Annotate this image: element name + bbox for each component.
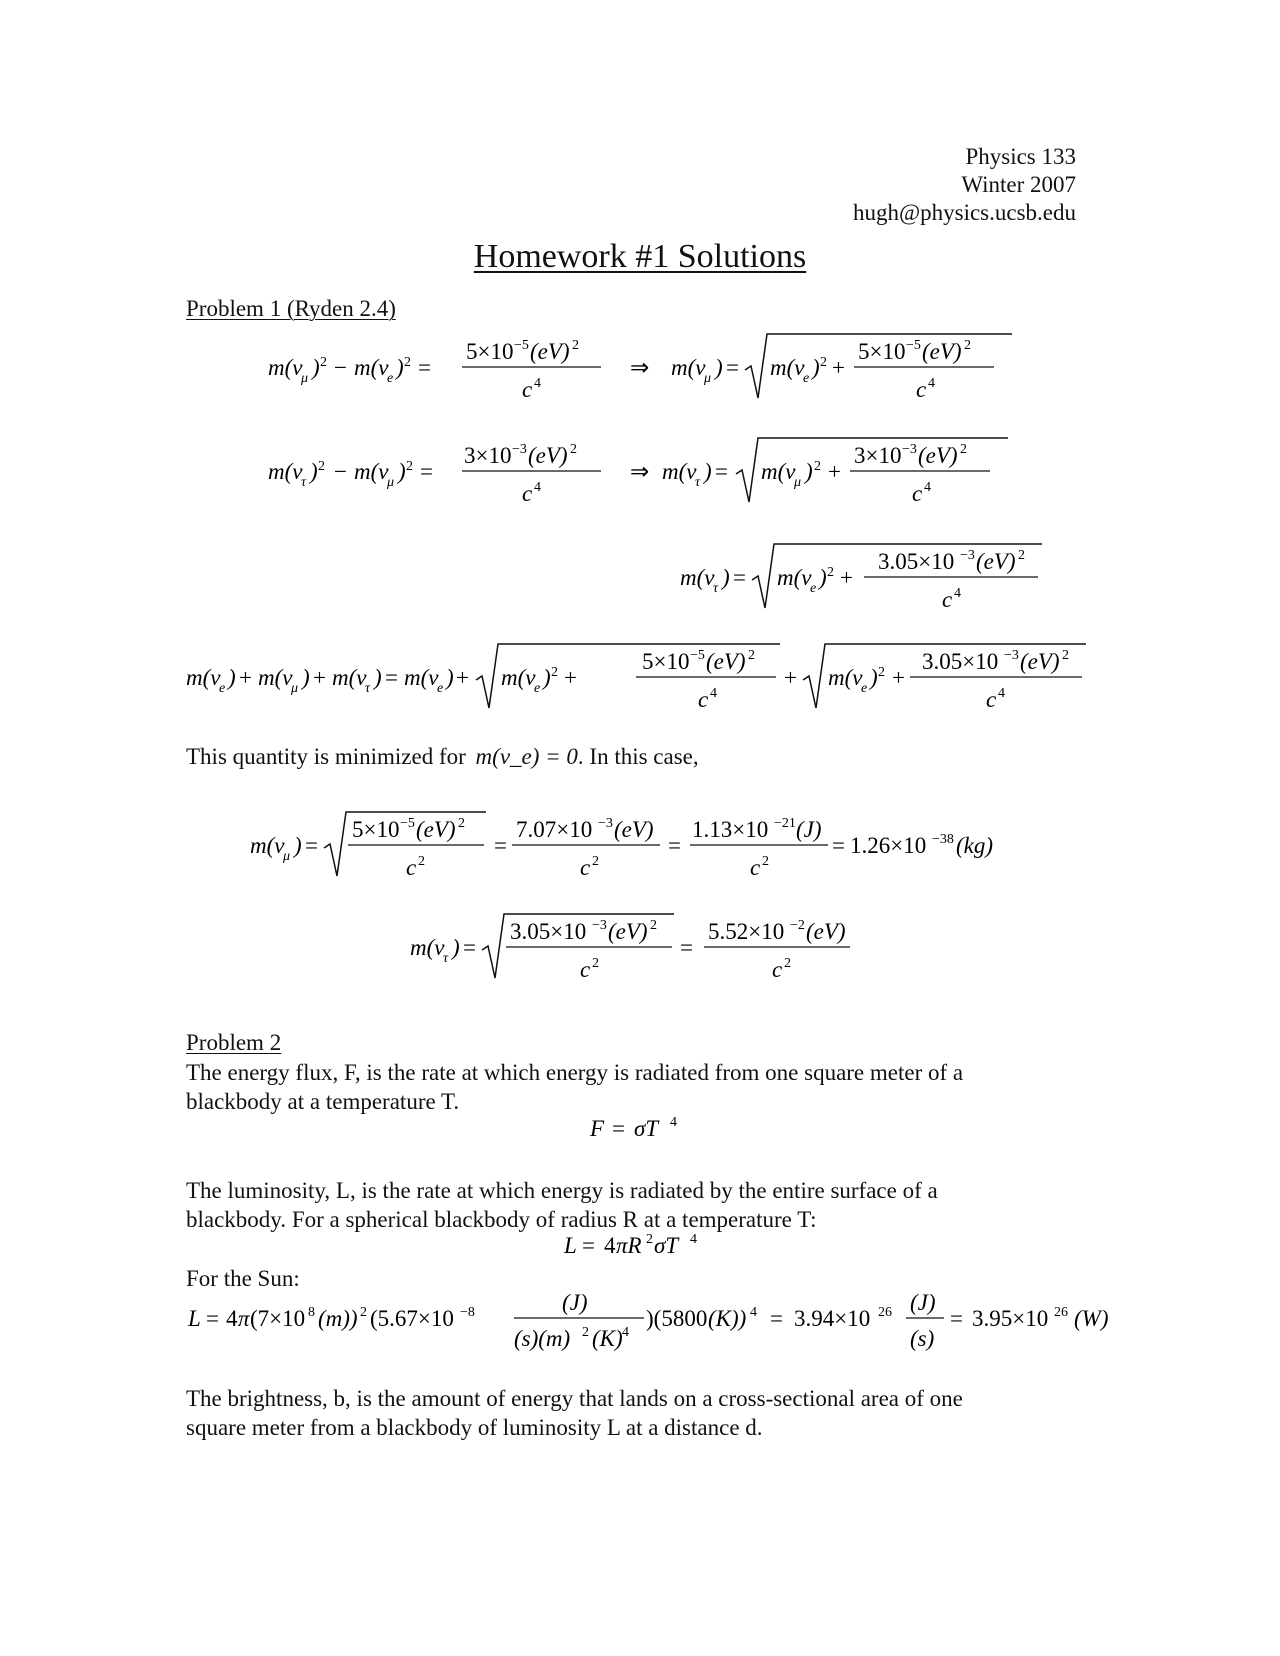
svg-text:): ) (704, 459, 712, 484)
svg-text:+: + (239, 665, 252, 690)
svg-text:=: = (305, 833, 318, 858)
svg-text:π: π (238, 1306, 250, 1331)
svg-text:2: 2 (784, 956, 791, 971)
svg-text:2: 2 (748, 648, 755, 663)
svg-text:4: 4 (604, 1233, 616, 1258)
svg-text:e: e (219, 681, 226, 696)
svg-text:+: + (456, 665, 469, 690)
problem-1-heading: Problem 1 (Ryden 2.4) (186, 296, 396, 321)
svg-text:c: c (406, 855, 417, 880)
svg-text:3.05×10: 3.05×10 (510, 919, 587, 944)
svg-text:−5: −5 (514, 338, 529, 353)
svg-text:F: F (590, 1116, 605, 1141)
brightness-paragraph-line-1: The brightness, b, is the amount of energy that lands on a cross-sectional area of one (186, 1386, 963, 1411)
svg-text:μ: μ (794, 475, 802, 490)
svg-text:(eV): (eV) (806, 919, 846, 944)
svg-text:c: c (912, 481, 923, 506)
svg-text:2: 2 (960, 442, 967, 457)
svg-text:=: = (680, 935, 693, 960)
equation-6 (410, 910, 870, 996)
svg-text:2: 2 (827, 565, 834, 580)
svg-text:m(ν: m(ν (671, 355, 706, 380)
brightness-paragraph-line-2: square meter from a blackbody of luminosity L at a distance d. (186, 1415, 763, 1440)
svg-text:2: 2 (360, 1305, 367, 1320)
svg-text:c: c (986, 687, 997, 712)
svg-text:): ) (543, 665, 551, 690)
equation-3-svg (680, 540, 1050, 620)
flux-paragraph-line-1: The energy flux, F, is the rate at which energy is radiated from one square meter of a (186, 1060, 964, 1085)
svg-text:−3: −3 (512, 442, 527, 457)
svg-text:4: 4 (928, 376, 935, 391)
svg-text:−3: −3 (902, 442, 917, 457)
svg-text:3.05×10: 3.05×10 (922, 649, 999, 674)
svg-text:e: e (810, 581, 817, 596)
svg-text:+: + (784, 665, 797, 690)
svg-text:(eV): (eV) (614, 817, 654, 842)
svg-text:μ: μ (704, 371, 712, 386)
svg-text:(eV): (eV) (608, 919, 648, 944)
svg-text:m(ν: m(ν (828, 665, 863, 690)
svg-text:e: e (803, 371, 810, 386)
sun-luminosity-equation (188, 1290, 1128, 1366)
svg-text:m(ν: m(ν (404, 665, 439, 690)
svg-text:τ: τ (713, 581, 719, 596)
luminosity-paragraph-line-1: The luminosity, L, is the rate at which energy is radiated by the entire surface of a (186, 1178, 938, 1203)
svg-text:=: = (582, 1233, 595, 1258)
svg-text:=: = (770, 1306, 783, 1331)
svg-text:L: L (564, 1233, 577, 1258)
svg-text:2: 2 (820, 355, 827, 370)
svg-text:−38: −38 (932, 832, 954, 847)
svg-text:2: 2 (572, 338, 579, 353)
flux-paragraph (186, 1058, 963, 1116)
svg-text:c: c (942, 587, 953, 612)
svg-text:): ) (870, 665, 878, 690)
svg-text:e: e (437, 681, 444, 696)
svg-text:2: 2 (762, 854, 769, 869)
svg-text:(J): (J) (910, 1290, 936, 1315)
svg-text:=: = (463, 935, 476, 960)
luminosity-paragraph (186, 1176, 938, 1234)
svg-text:2: 2 (1062, 648, 1069, 663)
svg-text:σT: σT (634, 1116, 659, 1141)
svg-text:m(ν: m(ν (777, 565, 812, 590)
svg-text:τ: τ (443, 951, 449, 966)
svg-text:−: − (334, 459, 347, 484)
svg-text:): ) (294, 833, 302, 858)
svg-text:(kg): (kg) (956, 833, 994, 858)
svg-text:−2: −2 (790, 918, 805, 933)
svg-text:c: c (580, 957, 591, 982)
svg-text:=: = (715, 459, 728, 484)
svg-text:m(ν: m(ν (761, 459, 796, 484)
svg-text:26: 26 (878, 1305, 892, 1320)
svg-text:+: + (564, 665, 577, 690)
svg-text:26: 26 (1054, 1305, 1068, 1320)
svg-text:=: = (420, 459, 433, 484)
svg-text:(W): (W) (1074, 1306, 1109, 1331)
equation-4-svg (186, 640, 1086, 720)
svg-text:2: 2 (878, 665, 885, 680)
equation-1 (268, 330, 1008, 416)
svg-text:⇒: ⇒ (630, 355, 650, 380)
svg-text:(eV): (eV) (416, 817, 456, 842)
svg-text:): ) (302, 665, 310, 690)
svg-text:): ) (310, 459, 318, 484)
equation-3 (680, 540, 1050, 626)
svg-text:2: 2 (318, 459, 325, 474)
svg-text:(K): (K) (592, 1326, 623, 1351)
svg-text:e: e (534, 681, 541, 696)
svg-text:5×10: 5×10 (858, 339, 906, 364)
svg-text:−5: −5 (906, 338, 921, 353)
svg-text:m(ν: m(ν (410, 935, 445, 960)
minimization-text (186, 742, 699, 771)
svg-text:): ) (398, 459, 406, 484)
svg-text:): ) (722, 565, 730, 590)
svg-text:2: 2 (592, 854, 599, 869)
svg-text:1.13×10: 1.13×10 (692, 817, 769, 842)
svg-text:m(ν: m(ν (186, 665, 221, 690)
svg-text:3.94×10: 3.94×10 (794, 1306, 871, 1331)
svg-text:e: e (387, 371, 394, 386)
svg-text:): ) (374, 665, 382, 690)
svg-text:1.26×10: 1.26×10 (850, 833, 927, 858)
svg-text:3×10: 3×10 (854, 443, 902, 468)
svg-text:=: = (668, 833, 681, 858)
svg-text:2: 2 (964, 338, 971, 353)
svg-text:4: 4 (710, 686, 717, 701)
svg-text:4: 4 (954, 586, 961, 601)
svg-text:2: 2 (582, 1325, 589, 1340)
email: hugh@physics.ucsb.edu (852, 200, 1076, 225)
svg-text:)(5800: )(5800 (646, 1306, 708, 1331)
svg-text:m(ν: m(ν (501, 665, 536, 690)
svg-text:): ) (715, 355, 723, 380)
svg-text:=: = (418, 355, 431, 380)
svg-text:2: 2 (814, 459, 821, 474)
svg-text:3×10: 3×10 (464, 443, 512, 468)
svg-text:c: c (522, 377, 533, 402)
svg-text:c: c (750, 855, 761, 880)
svg-text:m(ν: m(ν (662, 459, 697, 484)
svg-text:−3: −3 (592, 918, 607, 933)
svg-text:(s)(m): (s)(m) (514, 1326, 571, 1351)
svg-text:4: 4 (690, 1232, 697, 1247)
svg-text:(K)): (K)) (708, 1306, 747, 1331)
equation-4 (186, 640, 1086, 726)
svg-text:2: 2 (406, 459, 413, 474)
equation-1-svg (268, 330, 1008, 410)
svg-text:=: = (726, 355, 739, 380)
svg-text:τ: τ (695, 475, 701, 490)
svg-text:(eV): (eV) (530, 339, 570, 364)
svg-text:): ) (312, 355, 320, 380)
equation-2 (268, 434, 1008, 520)
equation-5 (250, 808, 1030, 894)
svg-text:(eV): (eV) (976, 549, 1016, 574)
svg-text:m(ν: m(ν (332, 665, 367, 690)
svg-text:4: 4 (750, 1305, 757, 1320)
svg-text:σT: σT (654, 1233, 679, 1258)
svg-text:=: = (385, 665, 398, 690)
svg-text:(eV): (eV) (706, 649, 746, 674)
svg-text:μ: μ (301, 371, 309, 386)
svg-text:c: c (698, 687, 709, 712)
svg-text:2: 2 (650, 918, 657, 933)
svg-text:m(ν: m(ν (268, 459, 303, 484)
course-name: Physics 133 (965, 144, 1076, 169)
svg-text:(eV): (eV) (922, 339, 962, 364)
svg-text:−8: −8 (460, 1305, 475, 1320)
svg-text:m(ν: m(ν (268, 355, 303, 380)
svg-text:−3: −3 (598, 816, 613, 831)
svg-text:(eV): (eV) (528, 443, 568, 468)
svg-text:2: 2 (592, 956, 599, 971)
svg-text:+: + (840, 565, 853, 590)
svg-text:4: 4 (998, 686, 1005, 701)
svg-text:2: 2 (646, 1232, 653, 1247)
svg-text:(J): (J) (562, 1290, 588, 1315)
flux-paragraph-line-2: blackbody at a temperature T. (186, 1089, 460, 1114)
svg-text:3.05×10: 3.05×10 (878, 549, 955, 574)
svg-text:(eV): (eV) (918, 443, 958, 468)
svg-text:2: 2 (570, 442, 577, 457)
svg-text:+: + (832, 355, 845, 380)
luminosity-equation (564, 1225, 724, 1271)
luminosity-paragraph-line-2: blackbody. For a spherical blackbody of radius R at a temperature T: (186, 1207, 817, 1232)
flux-equation-svg (590, 1108, 710, 1148)
flux-equation (590, 1108, 710, 1154)
svg-text:m(ν: m(ν (770, 355, 805, 380)
svg-text:μ: μ (387, 475, 395, 490)
svg-text:m(ν: m(ν (354, 355, 389, 380)
svg-text:c: c (772, 957, 783, 982)
svg-text:): ) (452, 935, 460, 960)
equation-5-svg (250, 808, 1030, 888)
svg-text:5×10: 5×10 (466, 339, 514, 364)
svg-text:c: c (522, 481, 533, 506)
svg-text:L: L (188, 1306, 201, 1331)
svg-text:m(ν: m(ν (354, 459, 389, 484)
svg-text:): ) (228, 665, 236, 690)
svg-text:=: = (832, 833, 845, 858)
svg-text:5×10: 5×10 (642, 649, 690, 674)
svg-text:=: = (494, 833, 507, 858)
svg-text:4: 4 (622, 1325, 629, 1340)
svg-text:5×10: 5×10 (352, 817, 400, 842)
svg-text:c: c (916, 377, 927, 402)
svg-text:+: + (313, 665, 326, 690)
svg-text:(eV): (eV) (1020, 649, 1060, 674)
minimization-text-end: . In this case, (577, 744, 699, 769)
page-title: Homework #1 Solutions (473, 238, 807, 275)
svg-text:): ) (805, 459, 813, 484)
brightness-paragraph (186, 1384, 963, 1442)
minimization-text-start: This quantity is minimized for (186, 744, 466, 769)
svg-text:2: 2 (458, 816, 465, 831)
svg-text:(7×10: (7×10 (250, 1306, 306, 1331)
term: Winter 2007 (961, 172, 1076, 197)
minimization-condition: m(ν_e) = 0 (475, 744, 578, 769)
svg-text:+: + (892, 665, 905, 690)
svg-text:=: = (733, 565, 746, 590)
svg-text:−: − (334, 355, 347, 380)
svg-text:4: 4 (670, 1115, 677, 1130)
svg-text:4: 4 (534, 376, 541, 391)
svg-text:4: 4 (924, 480, 931, 495)
svg-text:(s): (s) (910, 1326, 935, 1351)
svg-text:⇒: ⇒ (630, 459, 650, 484)
svg-text:5.52×10: 5.52×10 (708, 919, 785, 944)
svg-text:(5.67×10: (5.67×10 (370, 1306, 454, 1331)
svg-text:2: 2 (551, 665, 558, 680)
svg-text:3.95×10: 3.95×10 (972, 1306, 1049, 1331)
svg-text:2: 2 (1018, 548, 1025, 563)
svg-text:2: 2 (418, 854, 425, 869)
svg-text:4: 4 (534, 480, 541, 495)
svg-text:μ: μ (283, 849, 291, 864)
svg-text:−5: −5 (690, 648, 705, 663)
svg-text:8: 8 (308, 1305, 315, 1320)
svg-text:−3: −3 (960, 548, 975, 563)
svg-text:=: = (612, 1116, 625, 1141)
sun-luminosity-equation-svg (188, 1290, 1128, 1360)
svg-text:2: 2 (320, 355, 327, 370)
svg-text:): ) (446, 665, 454, 690)
svg-text:m(ν: m(ν (258, 665, 293, 690)
svg-text:): ) (819, 565, 827, 590)
equation-6-svg (410, 910, 870, 990)
svg-text:τ: τ (365, 681, 371, 696)
svg-text:c: c (580, 855, 591, 880)
equation-2-svg (268, 434, 1008, 514)
svg-text:2: 2 (404, 355, 411, 370)
luminosity-equation-svg (564, 1225, 724, 1265)
svg-text:−21: −21 (774, 816, 796, 831)
svg-text:e: e (861, 681, 868, 696)
svg-text:): ) (396, 355, 404, 380)
svg-text:πR: πR (616, 1233, 642, 1258)
svg-text:m(ν: m(ν (680, 565, 715, 590)
problem-2-heading: Problem 2 (186, 1030, 282, 1055)
svg-text:(m)): (m)) (318, 1306, 358, 1331)
svg-text:−3: −3 (1004, 648, 1019, 663)
svg-text:+: + (828, 459, 841, 484)
svg-text:−5: −5 (400, 816, 415, 831)
svg-text:=: = (950, 1306, 963, 1331)
svg-text:τ: τ (301, 475, 307, 490)
svg-text:=: = (206, 1306, 219, 1331)
svg-text:μ: μ (291, 681, 299, 696)
svg-text:m(ν: m(ν (250, 833, 285, 858)
svg-text:7.07×10: 7.07×10 (516, 817, 593, 842)
svg-text:): ) (812, 355, 820, 380)
for-sun-label: For the Sun: (186, 1266, 300, 1291)
svg-text:(J): (J) (796, 817, 822, 842)
svg-text:4: 4 (226, 1306, 238, 1331)
